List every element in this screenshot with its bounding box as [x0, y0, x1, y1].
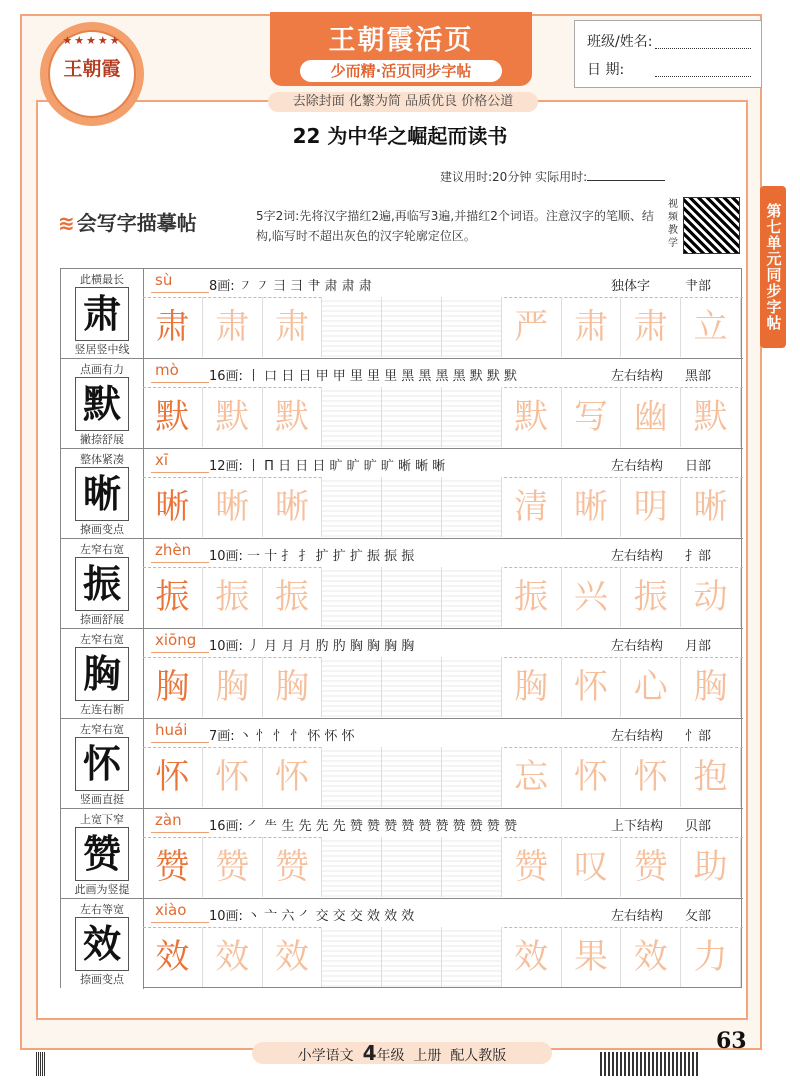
- pinyin-underline: [151, 562, 209, 563]
- word-trace-cell[interactable]: 胸: [502, 657, 562, 717]
- practice-row: [61, 359, 743, 449]
- word-trace-cell[interactable]: 晰: [562, 477, 622, 537]
- pinyin: huái: [155, 721, 188, 739]
- writing-cells: [143, 297, 743, 359]
- barcode-strip: [600, 1052, 700, 1076]
- footer-grade-suffix: 年级: [376, 1048, 405, 1064]
- tip-top: 左窄右宽: [80, 633, 124, 646]
- trace-cell[interactable]: 效: [203, 927, 263, 987]
- practice-row: [61, 719, 743, 809]
- word-trace-cell[interactable]: 抱: [681, 747, 741, 807]
- date-label: 日 期:: [587, 62, 625, 78]
- char-info: [143, 269, 743, 298]
- word-trace-cell[interactable]: 明: [621, 477, 681, 537]
- page-number: 63: [716, 1028, 747, 1054]
- red-char-cell: 晰: [143, 477, 203, 537]
- word-trace-cell[interactable]: 叹: [562, 837, 622, 897]
- red-char-cell: 振: [143, 567, 203, 627]
- writing-cells: [143, 387, 743, 449]
- trace-cell[interactable]: 怀: [203, 747, 263, 807]
- red-char-cell: 肃: [143, 297, 203, 357]
- trace-cell[interactable]: 胸: [263, 657, 323, 717]
- qr-label: 视频教学: [668, 199, 678, 249]
- model-char: 振: [75, 557, 129, 611]
- tip-bottom: 竖画直挺: [80, 793, 124, 806]
- char-info: [143, 359, 743, 388]
- model-char: 怀: [75, 737, 129, 791]
- structure: 左右结构: [611, 459, 664, 474]
- tip-top: 点画有力: [80, 363, 124, 376]
- practice-row: [61, 449, 743, 539]
- red-char-cell: 效: [143, 927, 203, 987]
- char-info: [143, 539, 743, 568]
- time-hint: [440, 168, 665, 185]
- section-heading: [58, 207, 197, 236]
- practice-cell[interactable]: [442, 927, 502, 987]
- word-trace-cell[interactable]: 肃: [621, 297, 681, 357]
- footer-edition: 配人教版: [450, 1048, 507, 1064]
- trace-cell[interactable]: 胸: [203, 657, 263, 717]
- series-title: 王朝霞活页: [328, 25, 474, 56]
- footer-badge: [252, 1042, 552, 1064]
- tip-top: 此横最长: [80, 273, 124, 286]
- stroke-order: 7画: 丶 忄 忄 忄 怀 怀 怀: [209, 729, 355, 744]
- radical: 攵部: [685, 909, 712, 924]
- radical: 扌部: [685, 549, 712, 564]
- tip-bottom: 竖居竖中线: [74, 343, 130, 356]
- model-char: 赞: [75, 827, 129, 881]
- trace-cell[interactable]: 肃: [263, 297, 323, 357]
- model-char-box: [61, 539, 144, 629]
- radical: 忄部: [685, 729, 712, 744]
- unit-side-tab: 第七单元同步字帖: [760, 186, 786, 348]
- radical: 月部: [685, 639, 712, 654]
- trace-cell[interactable]: 振: [263, 567, 323, 627]
- practice-cell[interactable]: [322, 477, 382, 537]
- tip-bottom: 撇捺舒展: [80, 433, 124, 446]
- writing-cells: [143, 657, 743, 719]
- tip-bottom: 左连右断: [80, 703, 124, 716]
- char-info: [143, 449, 743, 478]
- red-char-cell: 胸: [143, 657, 203, 717]
- stroke-order: 10画: 丿 月 月 月 肑 肑 胸 胸 胸 胸: [209, 639, 415, 654]
- char-info: [143, 629, 743, 658]
- pinyin-underline: [151, 922, 209, 923]
- class-name-field[interactable]: [655, 47, 751, 49]
- word-trace-cell[interactable]: 振: [621, 567, 681, 627]
- red-char-cell: 默: [143, 387, 203, 447]
- word-trace-cell[interactable]: 默: [681, 387, 741, 447]
- section-title: 会写字描摹帖: [76, 211, 197, 235]
- tip-top: 左右等宽: [80, 903, 124, 916]
- pinyin: sù: [155, 271, 173, 289]
- pinyin-underline: [151, 832, 209, 833]
- radical: 日部: [685, 459, 712, 474]
- word-trace-cell[interactable]: 赞: [621, 837, 681, 897]
- model-char-box: [61, 719, 144, 809]
- model-char: 胸: [75, 647, 129, 701]
- tip-bottom: 此画为竖提: [74, 883, 130, 896]
- word-trace-cell[interactable]: 清: [502, 477, 562, 537]
- stroke-order: 10画: 一 十 扌 扌 扩 扩 扩 振 振 振: [209, 549, 415, 564]
- word-trace-cell[interactable]: 效: [621, 927, 681, 987]
- pinyin-underline: [151, 652, 209, 653]
- model-char: 晰: [75, 467, 129, 521]
- practice-grid: [60, 268, 742, 988]
- pinyin: xī: [155, 451, 169, 469]
- red-char-cell: 赞: [143, 837, 203, 897]
- word-trace-cell[interactable]: 忘: [502, 747, 562, 807]
- practice-cell[interactable]: [382, 387, 442, 447]
- trace-cell[interactable]: 振: [203, 567, 263, 627]
- model-char-box: [61, 809, 144, 899]
- word-trace-cell[interactable]: 动: [681, 567, 741, 627]
- practice-row: [61, 899, 743, 989]
- radical: 肀部: [685, 279, 712, 294]
- trace-cell[interactable]: 默: [263, 387, 323, 447]
- practice-cell[interactable]: [382, 837, 442, 897]
- tip-bottom: 捺画舒展: [80, 613, 124, 626]
- trace-cell[interactable]: 效: [263, 927, 323, 987]
- word-trace-cell[interactable]: 怀: [621, 747, 681, 807]
- trace-cell[interactable]: 赞: [263, 837, 323, 897]
- model-char: 默: [75, 377, 129, 431]
- char-info: [143, 809, 743, 838]
- writing-cells: [143, 837, 743, 899]
- waves-icon: ≋: [58, 211, 75, 235]
- pinyin: xiào: [155, 901, 187, 919]
- stroke-order: 16画: ㇒ ⺧ 生 先 先 先 赞 赞 赞 赞 赞 赞 赞 赞 赞 赞: [209, 819, 518, 834]
- practice-cell[interactable]: [322, 387, 382, 447]
- practice-cell[interactable]: [322, 567, 382, 627]
- practice-cell[interactable]: [382, 567, 442, 627]
- char-info: [143, 719, 743, 748]
- model-char-box: [61, 359, 144, 449]
- tip-top: 上宽下窄: [80, 813, 124, 826]
- pinyin-underline: [151, 382, 209, 383]
- tip-bottom: 撩画变点: [80, 523, 124, 536]
- stroke-order: 8画: ㇇ ㇇ ⺕ ⺕ 肀 肃 肃 肃: [209, 279, 372, 294]
- stroke-order: 10画: 丶 亠 六 ㇒ 交 交 交 效 效 效: [209, 909, 415, 924]
- word-trace-cell[interactable]: 振: [502, 567, 562, 627]
- practice-cell[interactable]: [442, 747, 502, 807]
- word-trace-cell[interactable]: 效: [502, 927, 562, 987]
- word-trace-cell[interactable]: 怀: [562, 657, 622, 717]
- pinyin-underline: [151, 292, 209, 293]
- footer-grade: 4: [362, 1041, 377, 1065]
- practice-row: [61, 539, 743, 629]
- word-trace-cell[interactable]: 心: [621, 657, 681, 717]
- practice-row: [61, 269, 743, 359]
- stroke-order: 16画: 丨 口 日 日 甲 甲 里 里 里 黑 黑 黑 黑 默 默 默: [209, 369, 518, 384]
- practice-cell[interactable]: [322, 657, 382, 717]
- practice-cell[interactable]: [442, 837, 502, 897]
- practice-cell[interactable]: [322, 837, 382, 897]
- word-trace-cell[interactable]: 肃: [562, 297, 622, 357]
- practice-cell[interactable]: [442, 567, 502, 627]
- actual-time-field[interactable]: [587, 180, 665, 181]
- practice-cell[interactable]: [322, 747, 382, 807]
- pinyin: xiōng: [155, 631, 197, 649]
- writing-cells: [143, 747, 743, 809]
- stroke-order: 12画: 丨 П 日 日 日 旷 旷 旷 旷 晰 晰 晰: [209, 459, 446, 474]
- word-trace-cell[interactable]: 兴: [562, 567, 622, 627]
- lesson-title: 22 为中华之崛起而读书: [292, 124, 508, 148]
- time-hint-text: 建议用时:20分钟 实际用时:: [440, 170, 588, 184]
- tip-top: 整体紧凑: [80, 453, 124, 466]
- writing-cells: [143, 927, 743, 989]
- footer-volume: 上册: [413, 1048, 442, 1064]
- word-trace-cell[interactable]: 严: [502, 297, 562, 357]
- practice-row: [61, 629, 743, 719]
- structure: 左右结构: [611, 909, 664, 924]
- radical: 贝部: [685, 819, 712, 834]
- radical: 黑部: [685, 369, 712, 384]
- word-trace-cell[interactable]: 默: [502, 387, 562, 447]
- practice-cell[interactable]: [322, 927, 382, 987]
- pinyin: mò: [155, 361, 179, 379]
- practice-cell[interactable]: [322, 297, 382, 357]
- word-trace-cell[interactable]: 赞: [502, 837, 562, 897]
- brand-logo: [40, 22, 144, 126]
- trace-cell[interactable]: 怀: [263, 747, 323, 807]
- series-subtitle: 少而精·活页同步字帖: [300, 60, 502, 82]
- trace-cell[interactable]: 赞: [203, 837, 263, 897]
- practice-cell[interactable]: [442, 657, 502, 717]
- red-char-cell: 怀: [143, 747, 203, 807]
- pinyin-underline: [151, 742, 209, 743]
- structure: 左右结构: [611, 369, 664, 384]
- model-char: 效: [75, 917, 129, 971]
- tip-top: 左窄右宽: [80, 723, 124, 736]
- trace-cell[interactable]: 晰: [263, 477, 323, 537]
- writing-cells: [143, 477, 743, 539]
- structure: 左右结构: [611, 549, 664, 564]
- word-trace-cell[interactable]: 立: [681, 297, 741, 357]
- structure: 独体字: [611, 279, 651, 294]
- trace-cell[interactable]: 晰: [203, 477, 263, 537]
- model-char-box: [61, 629, 144, 719]
- word-trace-cell[interactable]: 晰: [681, 477, 741, 537]
- slogan: 去除封面 化繁为简 品质优良 价格公道: [268, 92, 538, 112]
- model-char: 肃: [75, 287, 129, 341]
- practice-cell[interactable]: [382, 657, 442, 717]
- pinyin: zàn: [155, 811, 182, 829]
- practice-row: [61, 809, 743, 899]
- logo-stars: ★★★★★: [62, 34, 122, 47]
- class-label: 班级/姓名:: [587, 34, 653, 50]
- trace-cell[interactable]: 默: [203, 387, 263, 447]
- qr-code-icon[interactable]: [683, 197, 740, 254]
- pinyin: zhèn: [155, 541, 192, 559]
- practice-cell[interactable]: [442, 387, 502, 447]
- word-trace-cell[interactable]: 幽: [621, 387, 681, 447]
- student-info-box: [574, 20, 762, 88]
- pinyin-underline: [151, 472, 209, 473]
- edge-marks: [36, 1052, 46, 1076]
- structure: 左右结构: [611, 639, 664, 654]
- word-trace-cell[interactable]: 胸: [681, 657, 741, 717]
- tip-bottom: 捺画变点: [80, 973, 124, 986]
- structure: 上下结构: [611, 819, 664, 834]
- word-trace-cell[interactable]: 写: [562, 387, 622, 447]
- tip-top: 左窄右宽: [80, 543, 124, 556]
- model-char-box: [61, 449, 144, 539]
- section-instructions: 5字2词:先将汉字描红2遍,再临写3遍,并描红2个词语。注意汉字的笔顺、结构,临写时不超出灰色的汉字轮廓定位区。: [256, 209, 654, 243]
- logo-name: 王朝霞: [63, 58, 121, 80]
- model-char-box: [61, 269, 144, 359]
- practice-cell[interactable]: [382, 747, 442, 807]
- writing-cells: [143, 567, 743, 629]
- word-trace-cell[interactable]: 怀: [562, 747, 622, 807]
- word-trace-cell[interactable]: 果: [562, 927, 622, 987]
- series-banner: [270, 12, 532, 86]
- structure: 左右结构: [611, 729, 664, 744]
- date-field[interactable]: [655, 75, 751, 77]
- practice-cell[interactable]: [382, 477, 442, 537]
- footer-subject: 小学语文: [297, 1048, 354, 1064]
- word-trace-cell[interactable]: 助: [681, 837, 741, 897]
- word-trace-cell[interactable]: 力: [681, 927, 741, 987]
- trace-cell[interactable]: 肃: [203, 297, 263, 357]
- practice-cell[interactable]: [382, 297, 442, 357]
- practice-cell[interactable]: [442, 477, 502, 537]
- practice-cell[interactable]: [442, 297, 502, 357]
- char-info: [143, 899, 743, 928]
- practice-cell[interactable]: [382, 927, 442, 987]
- model-char-box: [61, 899, 144, 989]
